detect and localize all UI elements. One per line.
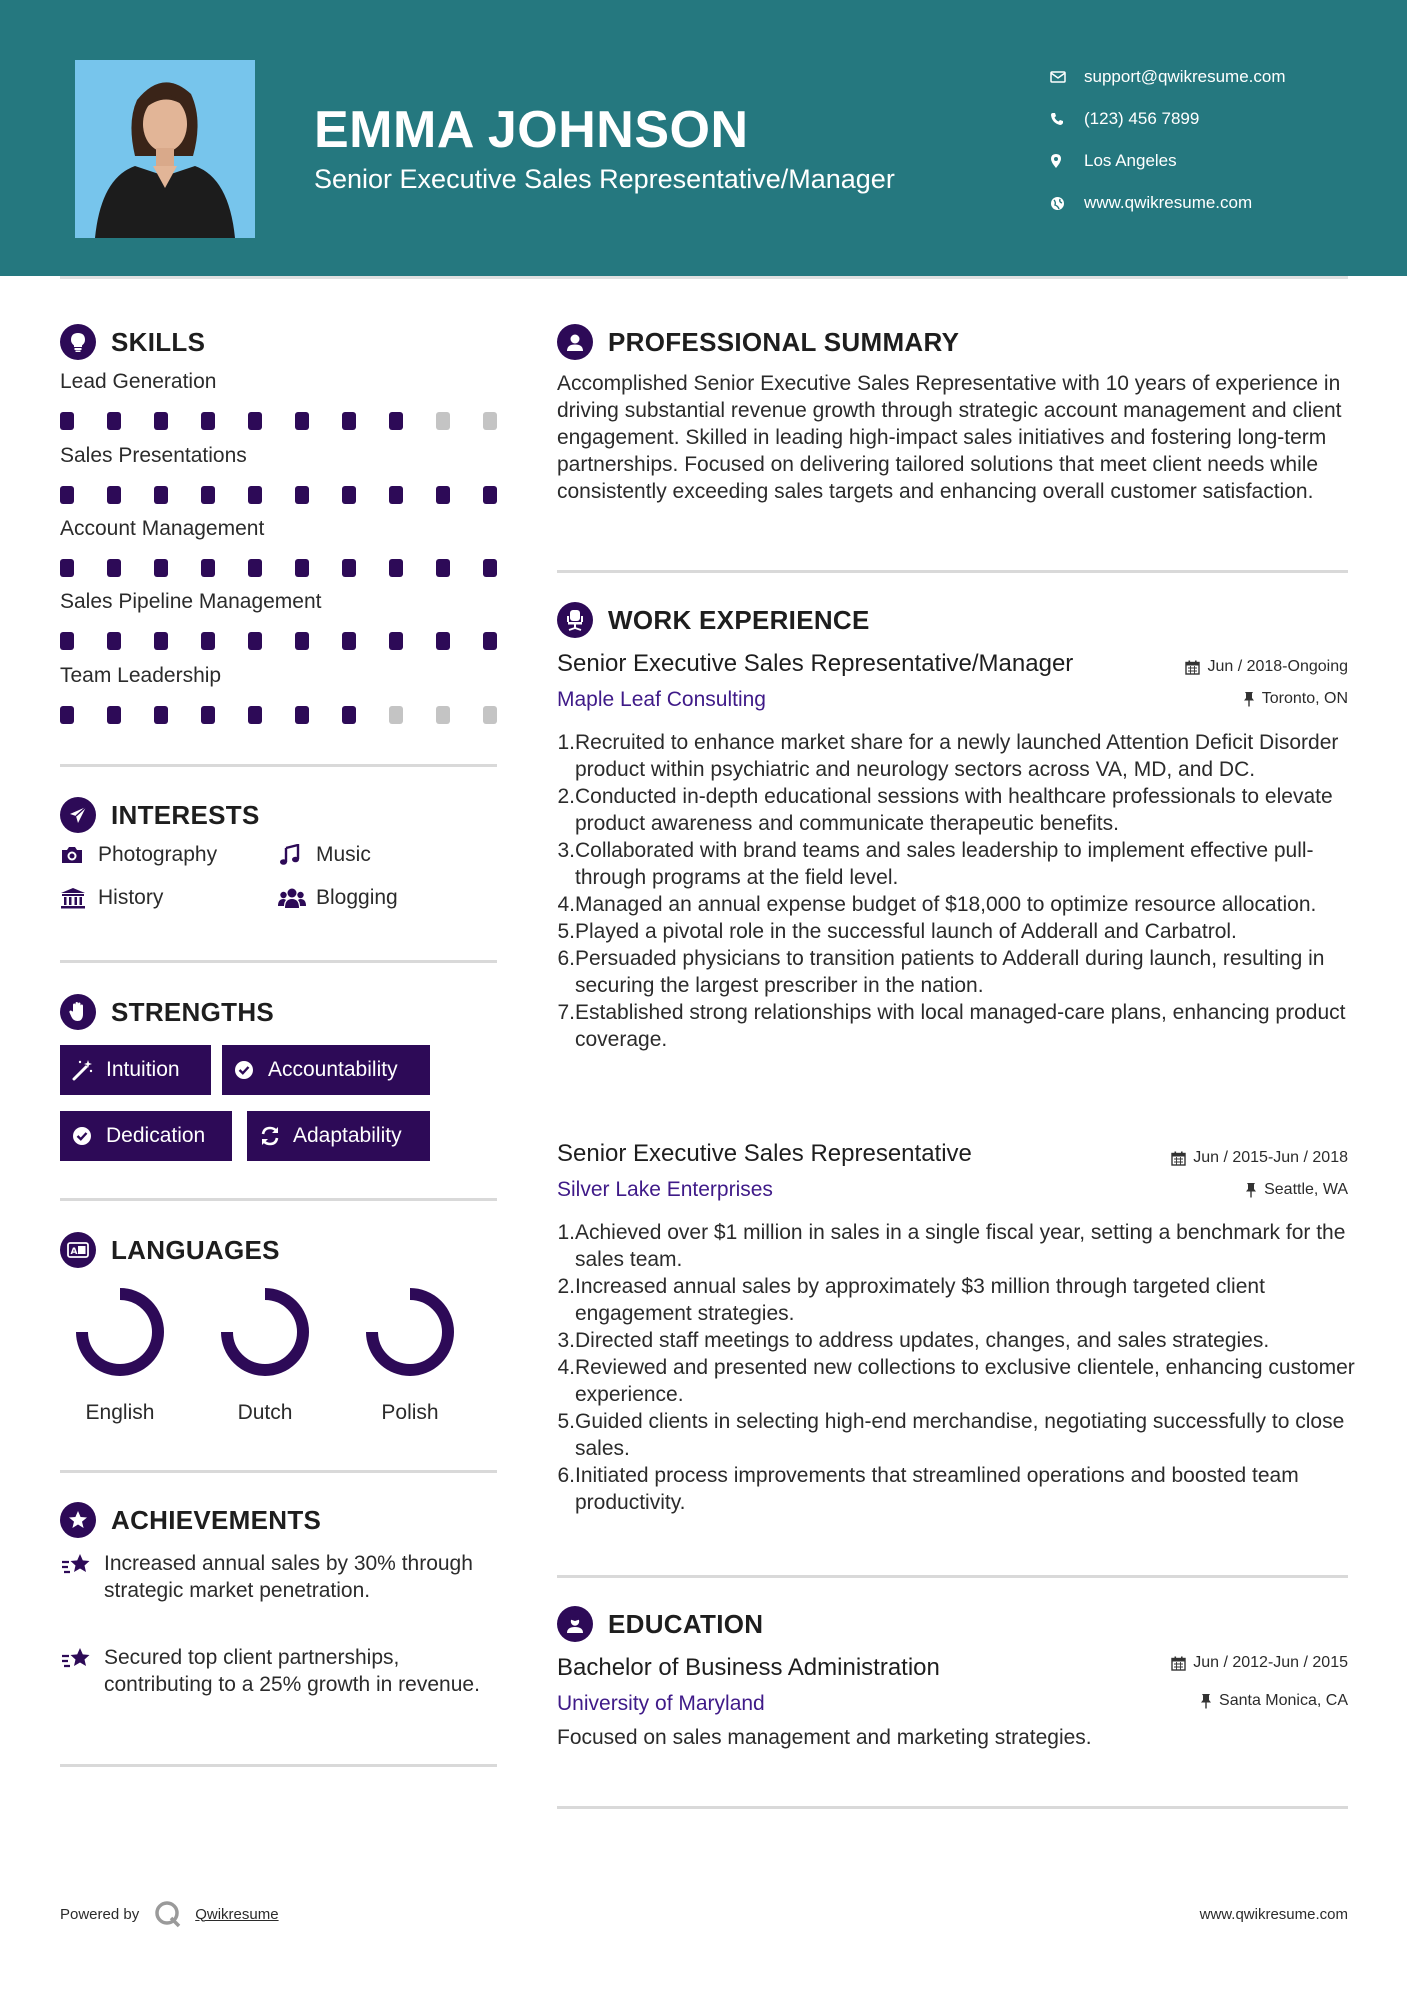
camera-icon: [60, 845, 98, 865]
language-ring-arc: [227, 1294, 303, 1370]
job-location: Seattle, WA: [1245, 1181, 1348, 1199]
raised-hand-icon: [60, 994, 96, 1030]
bullet-text: Collaborated with brand teams and sales leadership to implement effective pull-through programs at the field level.: [575, 839, 1314, 889]
bullet-text: Persuaded physicians to transition patients to Adderall during launch, resulting in securing the largest prescriber in the nation.: [575, 947, 1325, 997]
bullet-number: 4.: [557, 1356, 575, 1379]
rating-dot-filled: [248, 632, 262, 650]
bullet-text: Initiated process improvements that streamlined operations and boosted team productivity.: [575, 1464, 1299, 1514]
graduate-icon: [557, 1606, 593, 1642]
music-note-icon: [278, 844, 316, 866]
job-title: Senior Executive Sales Representative/Manager: [557, 650, 1074, 677]
bullet-text: Reviewed and presented new collections to exclusive clientele, enhancing customer experience.: [575, 1356, 1355, 1406]
qwikresume-logo-icon: [153, 1899, 183, 1929]
bullet-number: 3.: [557, 839, 575, 862]
section-divider: [60, 1470, 497, 1473]
rating-dot-filled: [107, 486, 121, 504]
summary-heading: PROFESSIONAL SUMMARY: [557, 324, 959, 360]
job-bullet: [557, 945, 1357, 999]
profile-photo: [75, 60, 255, 238]
calendar-icon: [1171, 1151, 1186, 1166]
calendar-icon: [1185, 660, 1200, 675]
skill-label: Sales Presentations: [60, 444, 247, 467]
education-heading: EDUCATION: [557, 1606, 763, 1642]
users-icon: [278, 887, 316, 909]
rating-dot-filled: [295, 559, 309, 577]
rating-dot-empty: [389, 706, 403, 724]
job-company: Silver Lake Enterprises: [557, 1178, 773, 1201]
rating-dot-filled: [154, 412, 168, 430]
star-badge-icon: [60, 1502, 96, 1538]
rating-dot-filled: [154, 559, 168, 577]
language-label: Polish: [381, 1401, 439, 1424]
phone-icon: [1050, 112, 1084, 126]
rating-dot-filled: [60, 706, 74, 724]
language-ring: [60, 1282, 180, 1382]
skill-label: Lead Generation: [60, 370, 217, 393]
check-circle-icon: [234, 1060, 268, 1080]
contact-email-text: support@qwikresume.com: [1084, 67, 1286, 86]
rating-dot-filled: [107, 632, 121, 650]
language-ring: [205, 1282, 325, 1382]
pushpin-icon: [1200, 1693, 1212, 1709]
language-label: English: [85, 1401, 155, 1424]
achievement-item: [60, 1550, 480, 1604]
rating-dot-filled: [248, 486, 262, 504]
job-bullet: [557, 1273, 1357, 1327]
contact-phone[interactable]: [1050, 98, 1286, 140]
pushpin-icon: [1245, 1182, 1257, 1198]
skill-lead-generation: [60, 370, 500, 430]
rating-dot-filled: [107, 559, 121, 577]
section-divider: [60, 1198, 497, 1201]
language-ring-arc: [82, 1294, 158, 1370]
bullet-text: Guided clients in selecting high-end merchandise, negotiating successfully to close sales.: [575, 1410, 1345, 1460]
section-divider: [60, 1764, 497, 1767]
job-company: Maple Leaf Consulting: [557, 688, 766, 711]
calendar-icon: [1171, 1656, 1186, 1671]
language-dutch: [205, 1282, 325, 1425]
user-circle-icon: [557, 324, 593, 360]
rating-dot-empty: [483, 412, 497, 430]
rating-dot-filled: [201, 706, 215, 724]
rating-dot-filled: [107, 412, 121, 430]
section-divider: [60, 764, 497, 767]
bullet-text: Established strong relationships with local managed-care plans, enhancing product coverage.: [575, 1001, 1346, 1051]
skill-rating: [60, 706, 497, 724]
language-label: Dutch: [237, 1401, 293, 1424]
pushpin-icon: [1243, 691, 1255, 707]
svg-text:A: A: [70, 1247, 78, 1257]
rating-dot-filled: [201, 412, 215, 430]
skill-label: Team Leadership: [60, 664, 222, 687]
skill-account-management: [60, 517, 500, 577]
achievements-heading: ACHIEVEMENTS: [60, 1502, 321, 1538]
contact-phone-text: (123) 456 7899: [1084, 109, 1200, 128]
job-bullet: [557, 891, 1357, 918]
job-location: Toronto, ON: [1243, 690, 1348, 708]
rating-dot-empty: [483, 706, 497, 724]
rating-dot-filled: [295, 632, 309, 650]
candidate-title: Senior Executive Sales Representative/Manager: [314, 164, 895, 194]
header-divider: [60, 276, 1348, 279]
skill-team-leadership: [60, 664, 500, 724]
interests-heading: INTERESTS: [60, 797, 260, 833]
bullet-number: 1.: [557, 731, 575, 754]
bullet-text: Increased annual sales by approximately $3 million through targeted client engagement strategies.: [575, 1275, 1265, 1325]
interest-music: Music: [278, 843, 371, 867]
rating-dot-filled: [389, 412, 403, 430]
bullet-text: Played a pivotal role in the successful launch of Adderall and Carbatrol.: [575, 920, 1237, 943]
rating-dot-filled: [342, 706, 356, 724]
languages-heading: A LANGUAGES: [60, 1232, 280, 1268]
bullet-text: Managed an annual expense budget of $18,000 to optimize resource allocation.: [575, 893, 1317, 916]
job-bullet: [557, 1327, 1357, 1354]
rating-dot-filled: [483, 486, 497, 504]
check-circle-icon: [72, 1126, 106, 1146]
magic-wand-icon: [72, 1059, 106, 1081]
section-divider: [557, 1806, 1348, 1809]
office-chair-icon: [557, 602, 593, 638]
skill-label: Account Management: [60, 517, 265, 540]
rating-dot-filled: [248, 412, 262, 430]
section-divider: [557, 1575, 1348, 1578]
skill-label: Sales Pipeline Management: [60, 590, 322, 613]
rating-dot-filled: [295, 486, 309, 504]
education-dates: Jun / 2012-Jun / 2015: [1171, 1654, 1348, 1672]
strengths-heading: STRENGTHS: [60, 994, 274, 1030]
job-bullet: [557, 1408, 1357, 1462]
museum-icon: [60, 887, 98, 909]
bullet-text: Achieved over $1 million in sales in a single fiscal year, setting a benchmark for the sales team.: [575, 1221, 1346, 1271]
rating-dot-empty: [436, 706, 450, 724]
lightbulb-icon: [60, 324, 96, 360]
rating-dot-filled: [201, 559, 215, 577]
language-english: [60, 1282, 180, 1425]
rating-dot-filled: [295, 706, 309, 724]
rating-dot-filled: [389, 632, 403, 650]
job-title: Senior Executive Sales Representative: [557, 1140, 972, 1167]
rating-dot-filled: [154, 706, 168, 724]
job-bullet: [557, 999, 1357, 1053]
job-bullet: [557, 1219, 1357, 1273]
bullet-text: Directed staff meetings to address updates, changes, and sales strategies.: [575, 1329, 1270, 1352]
bullet-text: Recruited to enhance market share for a newly launched Attention Deficit Disorder product within psychiatric and neurology sectors across VA, MD, and DC.: [575, 731, 1339, 781]
bullet-number: 5.: [557, 1410, 575, 1433]
section-divider: [557, 570, 1348, 573]
rating-dot-filled: [154, 632, 168, 650]
rating-dot-filled: [201, 486, 215, 504]
rating-dot-filled: [60, 559, 74, 577]
rating-dot-filled: [342, 632, 356, 650]
achievement-text: Increased annual sales by 30% through strategic market penetration.: [104, 1552, 473, 1602]
job-bullet: [557, 837, 1357, 891]
qwikresume-link[interactable]: Qwikresume: [195, 1905, 279, 1923]
bullet-number: 3.: [557, 1329, 575, 1352]
footer-powered-by: [60, 1899, 279, 1929]
bullet-number: 6.: [557, 947, 575, 970]
envelope-icon: [1050, 71, 1084, 83]
job-bullet: [557, 1354, 1357, 1408]
skill-sales-pipeline-management: [60, 590, 500, 650]
skill-sales-presentations: [60, 444, 500, 504]
rating-dot-filled: [60, 412, 74, 430]
contact-email[interactable]: [1050, 56, 1286, 98]
bullet-number: 2.: [557, 1275, 575, 1298]
rating-dot-filled: [436, 486, 450, 504]
skills-heading: SKILLS: [60, 324, 205, 360]
globe-icon: [1050, 196, 1084, 211]
rating-dot-filled: [201, 632, 215, 650]
rating-dot-filled: [483, 559, 497, 577]
contact-location: [1050, 140, 1286, 182]
interest-history: History: [60, 886, 163, 910]
skill-rating: [60, 632, 497, 650]
rating-dot-filled: [154, 486, 168, 504]
language-polish: [350, 1282, 470, 1425]
stars-icon: [60, 1644, 104, 1698]
bullet-number: 1.: [557, 1221, 575, 1244]
bullet-number: 4.: [557, 893, 575, 916]
candidate-name: EMMA JOHNSON: [314, 101, 749, 159]
rating-dot-filled: [60, 632, 74, 650]
strength-badge-adaptability: Adaptability: [247, 1111, 430, 1161]
bullet-text: Conducted in-depth educational sessions with healthcare professionals to elevate product awareness and communicate therapeutic benefits.: [575, 785, 1333, 835]
achievement-text: Secured top client partnerships, contributing to a 25% growth in revenue.: [104, 1646, 480, 1696]
job-bullet: [557, 918, 1357, 945]
experience-heading: WORK EXPERIENCE: [557, 602, 870, 638]
rating-dot-filled: [248, 559, 262, 577]
resume-header: [0, 0, 1407, 276]
skill-rating: [60, 559, 497, 577]
job-bullet: [557, 783, 1357, 837]
contact-location-text: Los Angeles: [1084, 151, 1177, 170]
contact-website-text: www.qwikresume.com: [1084, 193, 1253, 212]
section-divider: [60, 960, 497, 963]
strength-badge-dedication: Dedication: [60, 1111, 232, 1161]
skill-rating: [60, 486, 497, 504]
job-dates: Jun / 2018-Ongoing: [1185, 658, 1348, 676]
strength-badge-intuition: Intuition: [60, 1045, 211, 1095]
interest-photography: Photography: [60, 843, 217, 867]
footer-url[interactable]: www.qwikresume.com: [1199, 1906, 1348, 1923]
strength-badge-accountability: Accountability: [222, 1045, 430, 1095]
summary-text: Accomplished Senior Executive Sales Representative with 10 years of experience in driving substantial revenue growth through strategic account management and client engagement. Skilled in leading high-impact sales initiatives and fostering long-term partnerships. Focused on delivering tailored solutions that meet client needs while consistently exceeding sales targets and enhancing overall customer satisfaction.: [557, 372, 1342, 503]
bullet-number: 6.: [557, 1464, 575, 1487]
job-dates: Jun / 2015-Jun / 2018: [1171, 1149, 1348, 1167]
school-name: University of Maryland: [557, 1692, 765, 1715]
rating-dot-filled: [436, 559, 450, 577]
achievement-item: [60, 1644, 480, 1698]
rating-dot-filled: [436, 632, 450, 650]
rating-dot-filled: [60, 486, 74, 504]
rating-dot-filled: [248, 706, 262, 724]
refresh-icon: [259, 1125, 293, 1147]
rating-dot-filled: [107, 706, 121, 724]
education-description: Focused on sales management and marketing strategies.: [557, 1726, 1092, 1749]
rating-dot-filled: [389, 559, 403, 577]
language-icon: [60, 1232, 96, 1268]
rating-dot-filled: [342, 559, 356, 577]
rating-dot-filled: [342, 412, 356, 430]
rating-dot-filled: [295, 412, 309, 430]
bullet-number: 7.: [557, 1001, 575, 1024]
bullet-number: 5.: [557, 920, 575, 943]
stars-icon: [60, 1550, 104, 1604]
language-ring-arc: [372, 1294, 448, 1370]
education-location: Santa Monica, CA: [1200, 1692, 1348, 1710]
degree-title: Bachelor of Business Administration: [557, 1654, 940, 1681]
rating-dot-filled: [342, 486, 356, 504]
bullet-number: 2.: [557, 785, 575, 808]
map-pin-icon: [1050, 153, 1084, 169]
language-ring: [350, 1282, 470, 1382]
interest-blogging: Blogging: [278, 886, 398, 910]
job-bullets: [557, 1219, 1357, 1516]
skill-rating: [60, 412, 497, 430]
rating-dot-filled: [389, 486, 403, 504]
contact-list: [1050, 56, 1286, 224]
job-bullet: [557, 1462, 1357, 1516]
job-bullets: [557, 729, 1357, 1053]
paper-plane-icon: [60, 797, 96, 833]
powered-by-text: Powered by: [60, 1905, 140, 1923]
rating-dot-empty: [436, 412, 450, 430]
job-bullet: [557, 729, 1357, 783]
contact-website[interactable]: [1050, 182, 1286, 224]
rating-dot-filled: [483, 632, 497, 650]
